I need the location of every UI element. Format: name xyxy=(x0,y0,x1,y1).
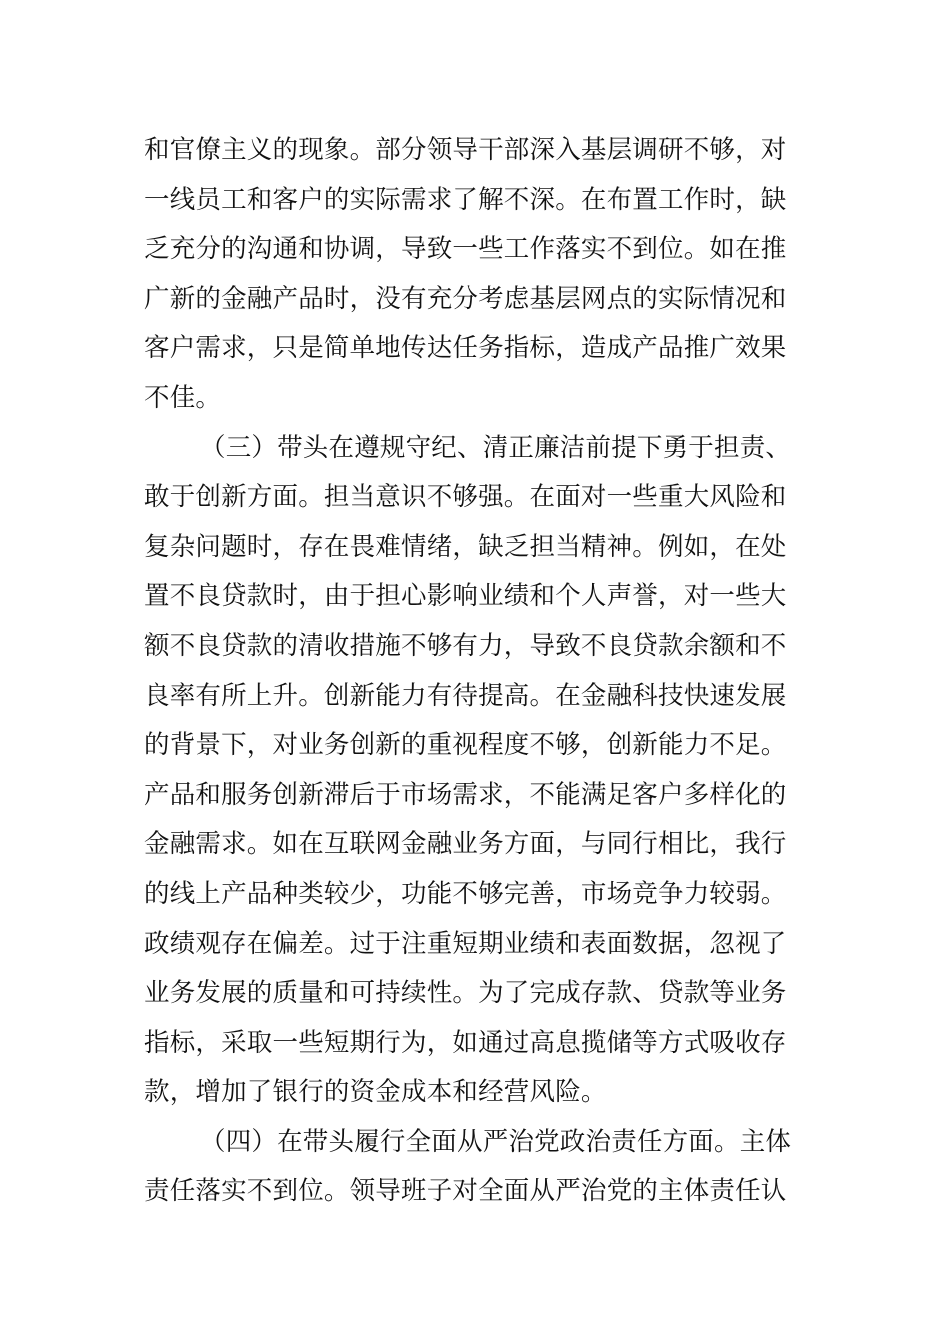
text-line: 广新的金融产品时，没有充分考虑基层网点的实际情况和 xyxy=(144,283,787,314)
text-line: 置不良贷款时，由于担心影响业绩和个人声誉，对一些大 xyxy=(144,581,787,612)
text-line: 不佳。 xyxy=(144,382,222,413)
text-line: 款，增加了银行的资金成本和经营风险。 xyxy=(144,1077,607,1108)
text-line: 一线员工和客户的实际需求了解不深。在布置工作时，缺 xyxy=(144,184,787,215)
text-line: 责任落实不到位。领导班子对全面从严治党的主体责任认 xyxy=(144,1176,787,1207)
section-heading-line: （三）带头在遵规守纪、清正廉洁前提下勇于担责、 xyxy=(200,432,792,463)
text-line: 产品和服务创新滞后于市场需求，不能满足客户多样化的 xyxy=(144,779,787,810)
text-line: 乏充分的沟通和协调，导致一些工作落实不到位。如在推 xyxy=(144,234,787,265)
text-line: 业务发展的质量和可持续性。为了完成存款、贷款等业务 xyxy=(144,978,787,1009)
text-line: 良率有所上升。创新能力有待提高。在金融科技快速发展 xyxy=(144,680,787,711)
text-line: 的背景下，对业务创新的重视程度不够，创新能力不足。 xyxy=(144,730,787,761)
text-line: 金融需求。如在互联网金融业务方面，与同行相比，我行 xyxy=(144,829,787,860)
text-line: 的线上产品种类较少，功能不够完善，市场竞争力较弱。 xyxy=(144,878,787,909)
text-line: 客户需求，只是简单地传达任务指标，造成产品推广效果 xyxy=(144,333,787,364)
body-text xyxy=(144,126,814,1217)
text-line: 敢于创新方面。担当意识不够强。在面对一些重大风险和 xyxy=(144,482,787,513)
text-line: 额不良贷款的清收措施不够有力，导致不良贷款余额和不 xyxy=(144,630,787,661)
section-heading-line: （四）在带头履行全面从严治党政治责任方面。主体 xyxy=(200,1126,792,1157)
text-line: 和官僚主义的现象。部分领导干部深入基层调研不够，对 xyxy=(144,135,787,165)
text-line: 复杂问题时，存在畏难情绪，缺乏担当精神。例如，在处 xyxy=(144,531,787,562)
text-line: 指标，采取一些短期行为，如通过高息揽储等方式吸收存 xyxy=(144,1027,787,1058)
text-line: 政绩观存在偏差。过于注重短期业绩和表面数据，忽视了 xyxy=(144,928,787,959)
